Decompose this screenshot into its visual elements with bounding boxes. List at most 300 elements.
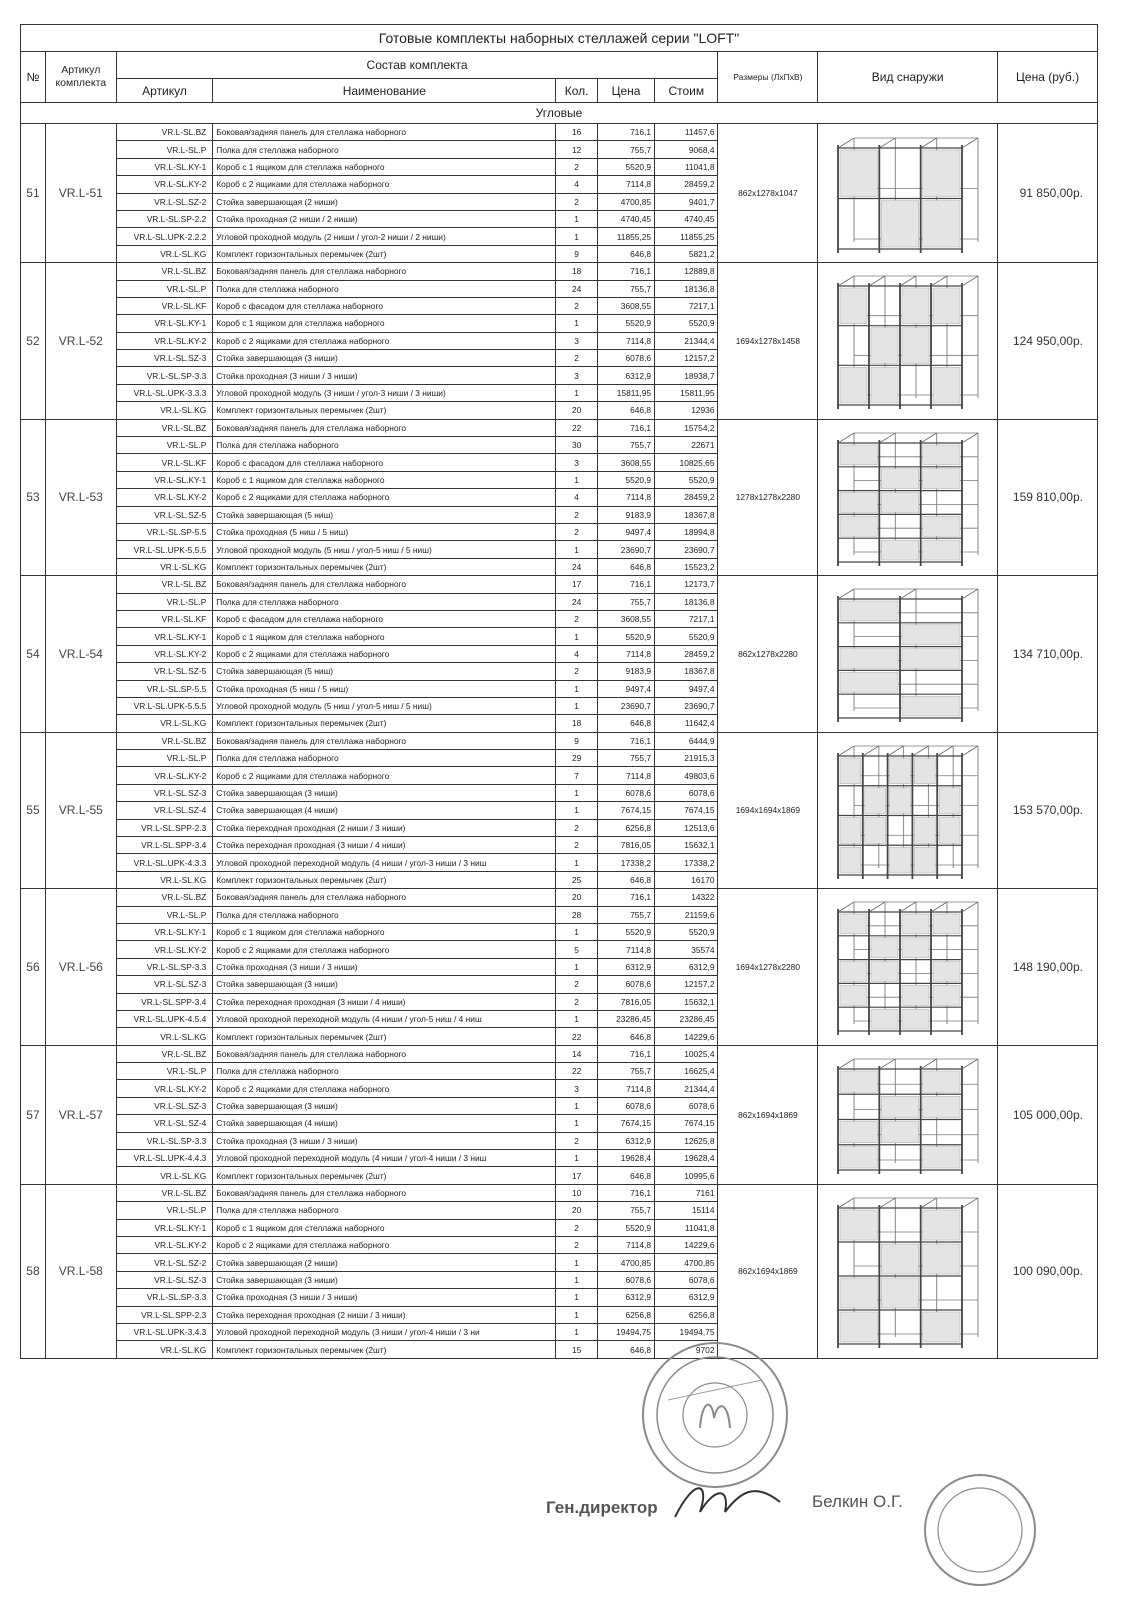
stamp-seal	[640, 1340, 790, 1490]
kit-price: 148 190,00р.	[998, 889, 1098, 1046]
rack-illustration	[824, 1186, 992, 1356]
item-cost: 15632,1	[655, 837, 718, 854]
item-qty: 4	[556, 645, 598, 662]
item-article: VR.L-SL.SP-2.2	[116, 210, 213, 227]
item-article: VR.L-SL.UPK-5.5.5	[116, 697, 213, 714]
item-name: Стойка проходная (2 ниши / 2 ниши)	[213, 210, 556, 227]
item-name: Полка для стеллажа наборного	[213, 280, 556, 297]
item-cost: 18367,8	[655, 506, 718, 523]
item-qty: 2	[556, 297, 598, 314]
item-qty: 3	[556, 1080, 598, 1097]
item-qty: 2	[556, 1132, 598, 1149]
item-cost: 21159,6	[655, 906, 718, 923]
rack-illustration	[824, 1047, 992, 1182]
item-price: 5520,9	[597, 923, 654, 940]
item-qty: 20	[556, 889, 598, 906]
kit-number: 52	[21, 263, 46, 420]
rack-illustration	[824, 890, 992, 1043]
item-article: VR.L-SL.UPK-5.5.5	[116, 541, 213, 558]
item-qty: 1	[556, 1306, 598, 1323]
rack-illustration	[824, 126, 992, 261]
item-qty: 24	[556, 280, 598, 297]
header-article: Артикул	[116, 79, 213, 103]
item-name: Полка для стеллажа наборного	[213, 437, 556, 454]
item-article: VR.L-SL.SZ-5	[116, 663, 213, 680]
item-price: 716,1	[597, 124, 654, 141]
item-qty: 1	[556, 1271, 598, 1288]
item-article: VR.L-SL.P	[116, 1202, 213, 1219]
item-cost: 6256,8	[655, 1306, 718, 1323]
header-total-price: Цена (руб.)	[998, 52, 1098, 103]
table-row	[21, 419, 1098, 436]
round-stamp-right	[920, 1470, 1040, 1590]
item-cost: 11457,6	[655, 124, 718, 141]
item-name: Угловой проходной переходной модуль (4 ниши / угол-5 ниш / 4 ниш	[213, 1010, 556, 1027]
kit-dimensions: 862x1278x1047	[718, 124, 818, 263]
item-qty: 1	[556, 541, 598, 558]
item-cost: 4740,45	[655, 210, 718, 227]
item-qty: 2	[556, 837, 598, 854]
item-article: VR.L-SL.BZ	[116, 576, 213, 593]
item-article: VR.L-SL.KY-2	[116, 941, 213, 958]
kit-article: VR.L-52	[45, 263, 116, 420]
item-name: Боковая/задняя панель для стеллажа наборного	[213, 576, 556, 593]
item-name: Комплект горизонтальных перемычек (2шт)	[213, 871, 556, 888]
item-price: 646,8	[597, 715, 654, 732]
item-qty: 18	[556, 715, 598, 732]
item-cost: 4700,85	[655, 1254, 718, 1271]
table-row	[21, 732, 1098, 749]
kit-article: VR.L-53	[45, 419, 116, 576]
item-price: 4700,85	[597, 193, 654, 210]
kit-dimensions: 1694x1278x2280	[718, 889, 818, 1046]
item-qty: 1	[556, 1323, 598, 1340]
item-price: 6256,8	[597, 1306, 654, 1323]
item-cost: 5520,9	[655, 923, 718, 940]
kit-dimensions: 1278x1278x2280	[718, 419, 818, 576]
item-price: 9183,9	[597, 663, 654, 680]
item-qty: 1	[556, 1115, 598, 1132]
item-price: 4740,45	[597, 210, 654, 227]
item-qty: 1	[556, 958, 598, 975]
item-cost: 16170	[655, 871, 718, 888]
item-cost: 23690,7	[655, 697, 718, 714]
item-price: 646,8	[597, 1341, 654, 1358]
item-article: VR.L-SL.P	[116, 280, 213, 297]
item-cost: 12157,2	[655, 350, 718, 367]
item-name: Угловой проходной модуль (5 ниш / угол-5 ниш / 5 ниш)	[213, 697, 556, 714]
item-qty: 20	[556, 1202, 598, 1219]
item-price: 6078,6	[597, 1097, 654, 1114]
kit-article: VR.L-55	[45, 732, 116, 889]
item-article: VR.L-SL.KG	[116, 1167, 213, 1184]
item-article: VR.L-SL.SZ-3	[116, 1097, 213, 1114]
table-row	[21, 576, 1098, 593]
item-cost: 17338,2	[655, 854, 718, 871]
item-cost: 21344,4	[655, 1080, 718, 1097]
kit-number: 56	[21, 889, 46, 1046]
item-article: VR.L-SL.KF	[116, 454, 213, 471]
item-price: 716,1	[597, 263, 654, 280]
item-cost: 12157,2	[655, 976, 718, 993]
item-qty: 7	[556, 767, 598, 784]
rack-illustration	[824, 577, 992, 730]
item-qty: 1	[556, 384, 598, 401]
kit-price: 159 810,00р.	[998, 419, 1098, 576]
item-qty: 2	[556, 158, 598, 175]
item-article: VR.L-SL.UPK-4.4.3	[116, 1150, 213, 1167]
rack-illustration	[824, 421, 992, 574]
item-qty: 10	[556, 1184, 598, 1201]
item-cost: 9068,4	[655, 141, 718, 158]
item-cost: 7217,1	[655, 610, 718, 627]
item-article: VR.L-SL.SZ-5	[116, 506, 213, 523]
item-name: Стойка проходная (5 ниш / 5 ниш)	[213, 680, 556, 697]
kit-number: 55	[21, 732, 46, 889]
item-cost: 5821,2	[655, 245, 718, 262]
item-name: Угловой проходной модуль (5 ниш / угол-5 ниш / 5 ниш)	[213, 541, 556, 558]
item-qty: 1	[556, 210, 598, 227]
item-article: VR.L-SL.BZ	[116, 732, 213, 749]
item-cost: 12513,6	[655, 819, 718, 836]
item-name: Боковая/задняя панель для стеллажа наборного	[213, 889, 556, 906]
item-cost: 6078,6	[655, 1097, 718, 1114]
item-cost: 16625,4	[655, 1063, 718, 1080]
item-cost: 14322	[655, 889, 718, 906]
item-cost: 28459,2	[655, 489, 718, 506]
item-article: VR.L-SL.KY-1	[116, 923, 213, 940]
item-cost: 11041,8	[655, 158, 718, 175]
kit-price: 91 850,00р.	[998, 124, 1098, 263]
item-cost: 7674,15	[655, 802, 718, 819]
item-price: 6256,8	[597, 819, 654, 836]
item-cost: 15632,1	[655, 993, 718, 1010]
item-price: 7114,8	[597, 489, 654, 506]
item-name: Угловой проходной переходной модуль (3 ниши / угол-4 ниши / 3 ни	[213, 1323, 556, 1340]
item-price: 7114,8	[597, 941, 654, 958]
item-name: Стойка переходная проходная (3 ниши / 4 ниши)	[213, 837, 556, 854]
item-article: VR.L-SL.SZ-3	[116, 1271, 213, 1288]
item-qty: 15	[556, 1341, 598, 1358]
table-row	[21, 1045, 1098, 1062]
header-name: Наименование	[213, 79, 556, 103]
item-price: 23286,45	[597, 1010, 654, 1027]
item-price: 23690,7	[597, 697, 654, 714]
kit-view-picture	[818, 124, 998, 263]
kit-article: VR.L-51	[45, 124, 116, 263]
item-name: Комплект горизонтальных перемычек (2шт)	[213, 1028, 556, 1045]
item-cost: 28459,2	[655, 645, 718, 662]
item-name: Короб с фасадом для стеллажа наборного	[213, 297, 556, 314]
item-article: VR.L-SL.KY-2	[116, 767, 213, 784]
item-price: 755,7	[597, 141, 654, 158]
page-title: Готовые комплекты наборных стеллажей серии "LOFT"	[21, 25, 1098, 52]
item-cost: 11642,4	[655, 715, 718, 732]
item-qty: 1	[556, 802, 598, 819]
item-article: VR.L-SL.SZ-4	[116, 802, 213, 819]
item-cost: 12625,8	[655, 1132, 718, 1149]
item-cost: 23690,7	[655, 541, 718, 558]
item-qty: 24	[556, 593, 598, 610]
kit-article: VR.L-58	[45, 1184, 116, 1358]
item-name: Стойка проходная (3 ниши / 3 ниши)	[213, 958, 556, 975]
item-cost: 11855,25	[655, 228, 718, 245]
item-price: 646,8	[597, 1028, 654, 1045]
item-article: VR.L-SL.SP-3.3	[116, 1289, 213, 1306]
item-article: VR.L-SL.KY-1	[116, 158, 213, 175]
item-qty: 30	[556, 437, 598, 454]
item-qty: 18	[556, 263, 598, 280]
item-article: VR.L-SL.BZ	[116, 419, 213, 436]
item-article: VR.L-SL.UPK-2.2.2	[116, 228, 213, 245]
item-price: 7114,8	[597, 1080, 654, 1097]
item-qty: 1	[556, 1097, 598, 1114]
item-name: Стойка завершающая (3 ниши)	[213, 1097, 556, 1114]
item-cost: 11041,8	[655, 1219, 718, 1236]
item-cost: 9497,4	[655, 680, 718, 697]
item-article: VR.L-SL.KF	[116, 297, 213, 314]
item-name: Короб с 1 ящиком для стеллажа наборного	[213, 158, 556, 175]
item-name: Короб с 1 ящиком для стеллажа наборного	[213, 628, 556, 645]
kit-number: 51	[21, 124, 46, 263]
item-qty: 25	[556, 871, 598, 888]
table-row	[21, 124, 1098, 141]
item-qty: 1	[556, 1010, 598, 1027]
item-name: Короб с 2 ящиками для стеллажа наборного	[213, 1237, 556, 1254]
item-cost: 6312,9	[655, 958, 718, 975]
item-price: 7816,05	[597, 837, 654, 854]
item-price: 11855,25	[597, 228, 654, 245]
header-cost: Стоим	[655, 79, 718, 103]
item-name: Стойка завершающая (5 ниш)	[213, 663, 556, 680]
item-qty: 2	[556, 610, 598, 627]
item-article: VR.L-SL.KY-1	[116, 471, 213, 488]
item-cost: 21344,4	[655, 332, 718, 349]
section-title: Угловые	[21, 103, 1098, 124]
item-qty: 9	[556, 245, 598, 262]
item-cost: 9702	[655, 1341, 718, 1358]
item-name: Комплект горизонтальных перемычек (2шт)	[213, 402, 556, 419]
item-price: 6312,9	[597, 367, 654, 384]
item-name: Стойка переходная проходная (2 ниши / 3 ниши)	[213, 819, 556, 836]
kit-price: 134 710,00р.	[998, 576, 1098, 733]
item-price: 17338,2	[597, 854, 654, 871]
item-qty: 1	[556, 784, 598, 801]
item-cost: 18136,8	[655, 280, 718, 297]
item-price: 19628,4	[597, 1150, 654, 1167]
item-price: 9183,9	[597, 506, 654, 523]
item-article: VR.L-SL.BZ	[116, 889, 213, 906]
item-qty: 20	[556, 402, 598, 419]
item-name: Стойка проходная (5 ниш / 5 ниш)	[213, 523, 556, 540]
item-price: 5520,9	[597, 1219, 654, 1236]
item-article: VR.L-SL.KY-2	[116, 1080, 213, 1097]
kit-view-picture	[818, 419, 998, 576]
item-name: Стойка завершающая (5 ниш)	[213, 506, 556, 523]
kit-view-picture	[818, 1045, 998, 1184]
item-name: Стойка завершающая (3 ниши)	[213, 784, 556, 801]
item-qty: 5	[556, 941, 598, 958]
item-qty: 9	[556, 732, 598, 749]
item-article: VR.L-SL.SPP-3.4	[116, 993, 213, 1010]
item-cost: 14229,6	[655, 1237, 718, 1254]
item-cost: 5520,9	[655, 471, 718, 488]
item-name: Короб с 1 ящиком для стеллажа наборного	[213, 315, 556, 332]
item-cost: 14229,6	[655, 1028, 718, 1045]
item-article: VR.L-SL.P	[116, 906, 213, 923]
item-article: VR.L-SL.KY-2	[116, 1237, 213, 1254]
item-article: VR.L-SL.UPK-3.3.3	[116, 384, 213, 401]
table-row	[21, 263, 1098, 280]
item-price: 7674,15	[597, 802, 654, 819]
rack-illustration	[824, 264, 992, 417]
item-qty: 2	[556, 663, 598, 680]
item-name: Комплект горизонтальных перемычек (2шт)	[213, 245, 556, 262]
item-price: 646,8	[597, 402, 654, 419]
item-price: 755,7	[597, 593, 654, 610]
item-name: Комплект горизонтальных перемычек (2шт)	[213, 715, 556, 732]
item-qty: 17	[556, 1167, 598, 1184]
item-qty: 2	[556, 1219, 598, 1236]
table-row	[21, 1184, 1098, 1201]
item-price: 755,7	[597, 906, 654, 923]
item-name: Полка для стеллажа наборного	[213, 593, 556, 610]
item-name: Короб с 1 ящиком для стеллажа наборного	[213, 471, 556, 488]
kit-number: 58	[21, 1184, 46, 1358]
item-qty: 16	[556, 124, 598, 141]
kit-price: 153 570,00р.	[998, 732, 1098, 889]
item-price: 755,7	[597, 1202, 654, 1219]
item-name: Стойка завершающая (2 ниши)	[213, 1254, 556, 1271]
item-cost: 35574	[655, 941, 718, 958]
item-name: Короб с 1 ящиком для стеллажа наборного	[213, 923, 556, 940]
item-price: 7816,05	[597, 993, 654, 1010]
item-qty: 22	[556, 1028, 598, 1045]
item-cost: 6078,6	[655, 1271, 718, 1288]
item-article: VR.L-SL.P	[116, 1063, 213, 1080]
item-price: 4700,85	[597, 1254, 654, 1271]
item-cost: 18994,8	[655, 523, 718, 540]
item-price: 7114,8	[597, 176, 654, 193]
item-qty: 1	[556, 228, 598, 245]
item-qty: 1	[556, 1254, 598, 1271]
kit-view-picture	[818, 263, 998, 420]
item-price: 23690,7	[597, 541, 654, 558]
kit-dimensions: 862x1694x1869	[718, 1045, 818, 1184]
item-price: 3608,55	[597, 454, 654, 471]
item-price: 716,1	[597, 1045, 654, 1062]
item-qty: 17	[556, 576, 598, 593]
item-qty: 1	[556, 1150, 598, 1167]
item-cost: 9401,7	[655, 193, 718, 210]
kit-view-picture	[818, 889, 998, 1046]
item-price: 755,7	[597, 750, 654, 767]
item-cost: 19494,75	[655, 1323, 718, 1340]
item-article: VR.L-SL.KG	[116, 245, 213, 262]
header-price: Цена	[597, 79, 654, 103]
item-price: 3608,55	[597, 610, 654, 627]
item-article: VR.L-SL.P	[116, 141, 213, 158]
item-cost: 10025,4	[655, 1045, 718, 1062]
item-price: 19494,75	[597, 1323, 654, 1340]
item-name: Стойка завершающая (3 ниши)	[213, 976, 556, 993]
item-price: 646,8	[597, 245, 654, 262]
item-price: 6078,6	[597, 350, 654, 367]
item-name: Угловой проходной модуль (3 ниши / угол-3 ниши / 3 ниши)	[213, 384, 556, 401]
item-qty: 2	[556, 976, 598, 993]
item-cost: 15114	[655, 1202, 718, 1219]
item-name: Стойка переходная проходная (3 ниши / 4 ниши)	[213, 993, 556, 1010]
item-name: Короб с фасадом для стеллажа наборного	[213, 610, 556, 627]
item-price: 716,1	[597, 889, 654, 906]
item-article: VR.L-SL.KY-1	[116, 1219, 213, 1236]
item-name: Боковая/задняя панель для стеллажа наборного	[213, 1184, 556, 1201]
table-row	[21, 889, 1098, 906]
kit-price: 124 950,00р.	[998, 263, 1098, 420]
item-name: Стойка проходная (3 ниши / 3 ниши)	[213, 1132, 556, 1149]
item-price: 6312,9	[597, 1289, 654, 1306]
item-cost: 12173,7	[655, 576, 718, 593]
kit-view-picture	[818, 1184, 998, 1358]
item-name: Стойка проходная (3 ниши / 3 ниши)	[213, 1289, 556, 1306]
item-price: 9497,4	[597, 523, 654, 540]
kit-dimensions: 862x1278x2280	[718, 576, 818, 733]
signature-scribble	[670, 1472, 790, 1532]
item-article: VR.L-SL.SZ-3	[116, 976, 213, 993]
item-qty: 1	[556, 680, 598, 697]
item-qty: 2	[556, 993, 598, 1010]
item-article: VR.L-SL.SP-3.3	[116, 958, 213, 975]
item-qty: 2	[556, 1237, 598, 1254]
item-name: Боковая/задняя панель для стеллажа наборного	[213, 1045, 556, 1062]
item-article: VR.L-SL.BZ	[116, 263, 213, 280]
item-article: VR.L-SL.BZ	[116, 124, 213, 141]
item-price: 716,1	[597, 576, 654, 593]
item-article: VR.L-SL.SP-5.5	[116, 523, 213, 540]
item-qty: 2	[556, 506, 598, 523]
kit-article: VR.L-56	[45, 889, 116, 1046]
item-cost: 21915,3	[655, 750, 718, 767]
item-cost: 6312,9	[655, 1289, 718, 1306]
item-name: Стойка завершающая (2 ниши)	[213, 193, 556, 210]
item-name: Короб с 2 ящиками для стеллажа наборного	[213, 176, 556, 193]
item-price: 755,7	[597, 280, 654, 297]
item-cost: 18938,7	[655, 367, 718, 384]
item-cost: 6444,9	[655, 732, 718, 749]
item-qty: 28	[556, 906, 598, 923]
kit-view-picture	[818, 732, 998, 889]
item-price: 7114,8	[597, 645, 654, 662]
kit-price: 105 000,00р.	[998, 1045, 1098, 1184]
item-article: VR.L-SL.BZ	[116, 1184, 213, 1201]
item-price: 7114,8	[597, 332, 654, 349]
item-name: Короб с 2 ящиками для стеллажа наборного	[213, 489, 556, 506]
item-cost: 10995,6	[655, 1167, 718, 1184]
item-price: 7114,8	[597, 767, 654, 784]
item-article: VR.L-SL.KG	[116, 1028, 213, 1045]
item-qty: 2	[556, 350, 598, 367]
item-qty: 2	[556, 819, 598, 836]
header-dimensions: Размеры (ЛхПхВ)	[718, 52, 818, 103]
item-name: Полка для стеллажа наборного	[213, 750, 556, 767]
item-name: Угловой проходной переходной модуль (4 ниши / угол-3 ниши / 3 ниш	[213, 854, 556, 871]
item-cost: 5520,9	[655, 315, 718, 332]
item-cost: 5520,9	[655, 628, 718, 645]
item-cost: 7674,15	[655, 1115, 718, 1132]
item-article: VR.L-SL.UPK-4.3.3	[116, 854, 213, 871]
kit-number: 53	[21, 419, 46, 576]
item-price: 646,8	[597, 558, 654, 575]
